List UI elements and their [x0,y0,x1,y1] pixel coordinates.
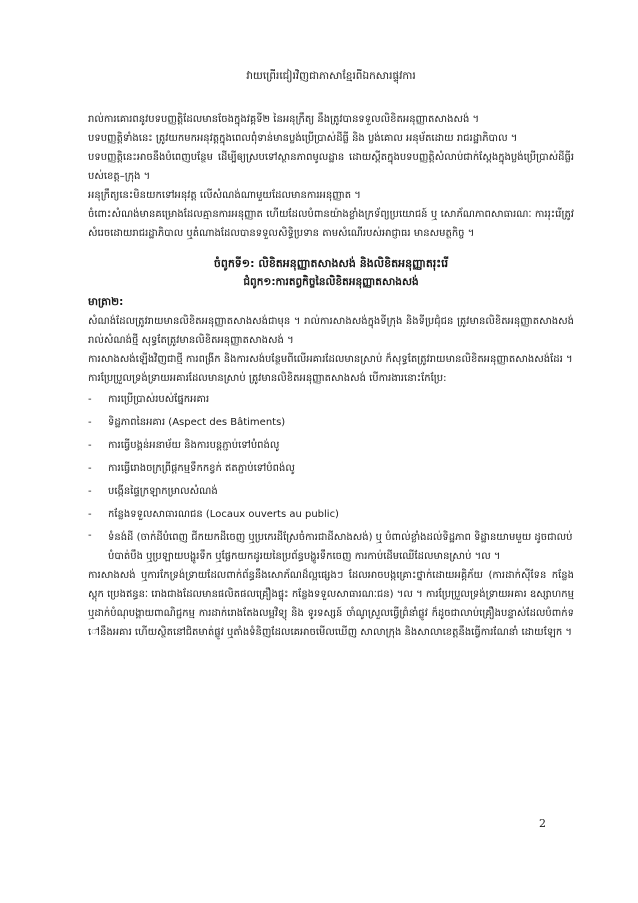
body-paragraph-3: ការប្រែប្រួលទ្រង់ទ្រាយអគារដែលមានស្រាប់ ត្រូវមានលិខិតអនុញ្ញាតសាងសង់ បើការងារនោះកែប្រែ: [88,373,447,384]
intro-paragraph-1: រាល់ការគោរពនូវបទបញ្ញត្តិដែលមានចែងក្នុងវគ្គទី២ នៃអនុក្រឹត្យ នឹងត្រូវបានទទួលលិខិតអនុញ្ញាតសាងសង់ ។ [88,114,480,125]
intro-paragraph-4: អនុក្រឹត្យនេះមិនយកទៅអនុវត្ត លើសំណង់ណាមួយដែលមានការអនុញ្ញាត ។ [88,190,361,201]
list-item [88,526,574,566]
body-paragraph-2: ការសាងសង់ឡើងវិញជាថ្មី ការពង្រីក និងការសង់បន្ថែមពីលើអគារដែលមានស្រាប់ ក៏សុទ្ធតែត្រូវរាយមានលិខិតអនុញ្ញាតសាងសង់ដែរ ។ [88,354,573,365]
list-item-text: ទិដ្ឋភាពនៃអគារ (Aspect des Bâtiments) [108,417,286,428]
list-item-text: កន្លែងទទួលសាធារណជន (Locaux ouverts au public) [108,509,339,520]
dash-bullet: - [88,394,92,405]
article-title: មាត្រា២: [88,296,124,308]
chapter-title: ចំពូកទី១: លិខិតអនុញ្ញាតសាងសង់ និងលិខិតអនុញ្ញាតរុះរើ [213,257,449,270]
dash-bullet: - [88,417,92,428]
list-item [88,480,574,503]
modification-list [88,388,574,566]
list-item [88,388,574,411]
dash-bullet: - [88,440,92,451]
list-item-text: បង្កើនផ្ទៃក្រឡាកម្រាលសំណង់ [108,486,218,497]
section-title: ជំពូក១:ការតព្វកិច្ចនៃលិខិតអនុញ្ញាតសាងសង់ [243,276,419,288]
dash-bullet: - [88,530,92,541]
intro-paragraph-5: ចំពោះសំណង់មានគម្រោងដែលគ្មានការអនុញ្ញាត ហើយដែលបំពានយ៉ាងខ្លាំងក្រទ័ព្យប្រយោជន៍ ឬ សោភ័ណភាពសាធារណៈ ការរុះរើត្រូវសំរេចដោយរាជរដ្ឋាភិបាល ឬតំណាងដែលបានទទួលសិទ្ធិប្រទាន តាមសំណើរបស់អាជ្ញាធរ មានសមត្ថកិច្ច ។ [88,209,574,239]
list-item [88,503,574,526]
document-header: វាយព្រើរជៀរវិញជាភាសាខ្មែរពីឯកសារផ្ទុវការ [246,70,416,82]
body-paragraph-1: សំណង់ដែលត្រូវរាយមានលិខិតអនុញ្ញាតសាងសង់ជាមុន ។ រាល់ការសាងសង់ក្នុងទីក្រុង និងទីប្រជុំជន ត្រូវមានលិខិតអនុញ្ញាតសាងសង់ រាល់សំណង់ថ្មី សុទ្ធតែត្រូវមានលិខិតអនុញ្ញាតសាងសង់ ។ [88,316,574,346]
list-item-text: ការធ្វើរោងចក្រព្រីផ្ដកម្មទឹកកខ្វក់ ឥតភ្ជាប់ទៅបំពង់លូ [108,463,295,474]
list-item [88,411,574,434]
intro-paragraph-2: បទបញ្ញត្តិទាំងនេះ ត្រូវយកមកអនុវត្តក្នុងពេលពុំទាន់មានប្លង់ប្រើប្រាស់ដីធ្លី និង ប្លង់គោល អនុម័តដោយ រាជរដ្ឋាភិបាល ។ [88,133,518,144]
page-number: 2 [539,817,546,830]
list-item [88,457,574,480]
intro-paragraph-3: បទបញ្ញត្តិនេះអាចនឹងបំពេញបន្ថែម ដើម្បីឲ្យស្របទៅស្ថានភាពមូលដ្ឋាន ដោយស្តីតក្នុងបទបញ្ញត្តិសំលាប់ជាក់ស្តែងក្នុងប្លង់ប្រើប្រាស់ដីធ្លីរបស់ខេត្ត–ក្រុង ។ [88,152,574,182]
list-item-text: ការធ្វើបង្គន់អនាម័យ និងការបន្តភ្ជាប់ទៅបំពង់លូ [108,440,280,451]
dash-bullet: - [88,486,92,497]
list-item [88,434,574,457]
list-item-text: ទំនង់ដី (ចាក់ដីបំពេញ ជីកយកដីចេញ ឬប្រកេរដីស្រែចំការជាដីសាងសង់) ឬ បំពាល់ខ្លាំងដល់ទិដ្ឋភាព ទិដ្ឋានយាមមួយ ដូចជាលប់បំបាត់បឹង ឬប្រឡាយបង្ហូរទឹក ឬផ្លែកយកដូរយនៃប្រព័ន្ធបង្ហូរទឹកចេញ ការកាប់ដើមឈើដែលមានស្រាប់ ។ល ។ [108,532,573,562]
list-item-text: ការប្រើប្រាស់របស់ផ្នែកអគារ [108,394,210,405]
dash-bullet: - [88,509,92,520]
body-paragraph-4: ការសាងសង់ ឬការកែទ្រង់ទ្រាយដែលពាក់ព័ន្ធនឹងសោភ័ណដ៏ល្អផ្សេងៗ ដែលអាចបង្កគ្រោះថ្នាក់ដោយអគ្គិភ័យ (ការដាក់ស៊ីទែន កន្លែងស្តុក ប្រេងឥន្ធនៈ រោងជាងដែលមានផលិតផលគ្រឿងផ្ទុះ កន្លែងទទួលសាធារណៈជន) ។ល ។ ការប្រែប្រួលទ្រង់ទ្រាយអគារ ឧស្សាហកម្ម ឬដាក់បំណុបង្គាយពាណិជ្ជកម្ម ការដាក់រោងតែងលម្អវិទ្យុ និង ទូរទស្សន៍ ចាំណូស្រួលធ្វើព្រំនាំផ្លូវ ក៏ដូចជាលាប់គ្រឿងបន្ទាស់ដែលបំពាក់ទៅនឹងអគារ ហើយស្ថិតនៅជិតមាត់ផ្លូវ ឬតាំងទំនិញដែលគេអាចមើលឃើញ សាលាក្រុង និងសាលាខេត្តនឹងធ្វើការណែនាំ ដោយឡែក ។ [88,570,574,638]
dash-bullet: - [88,463,92,474]
